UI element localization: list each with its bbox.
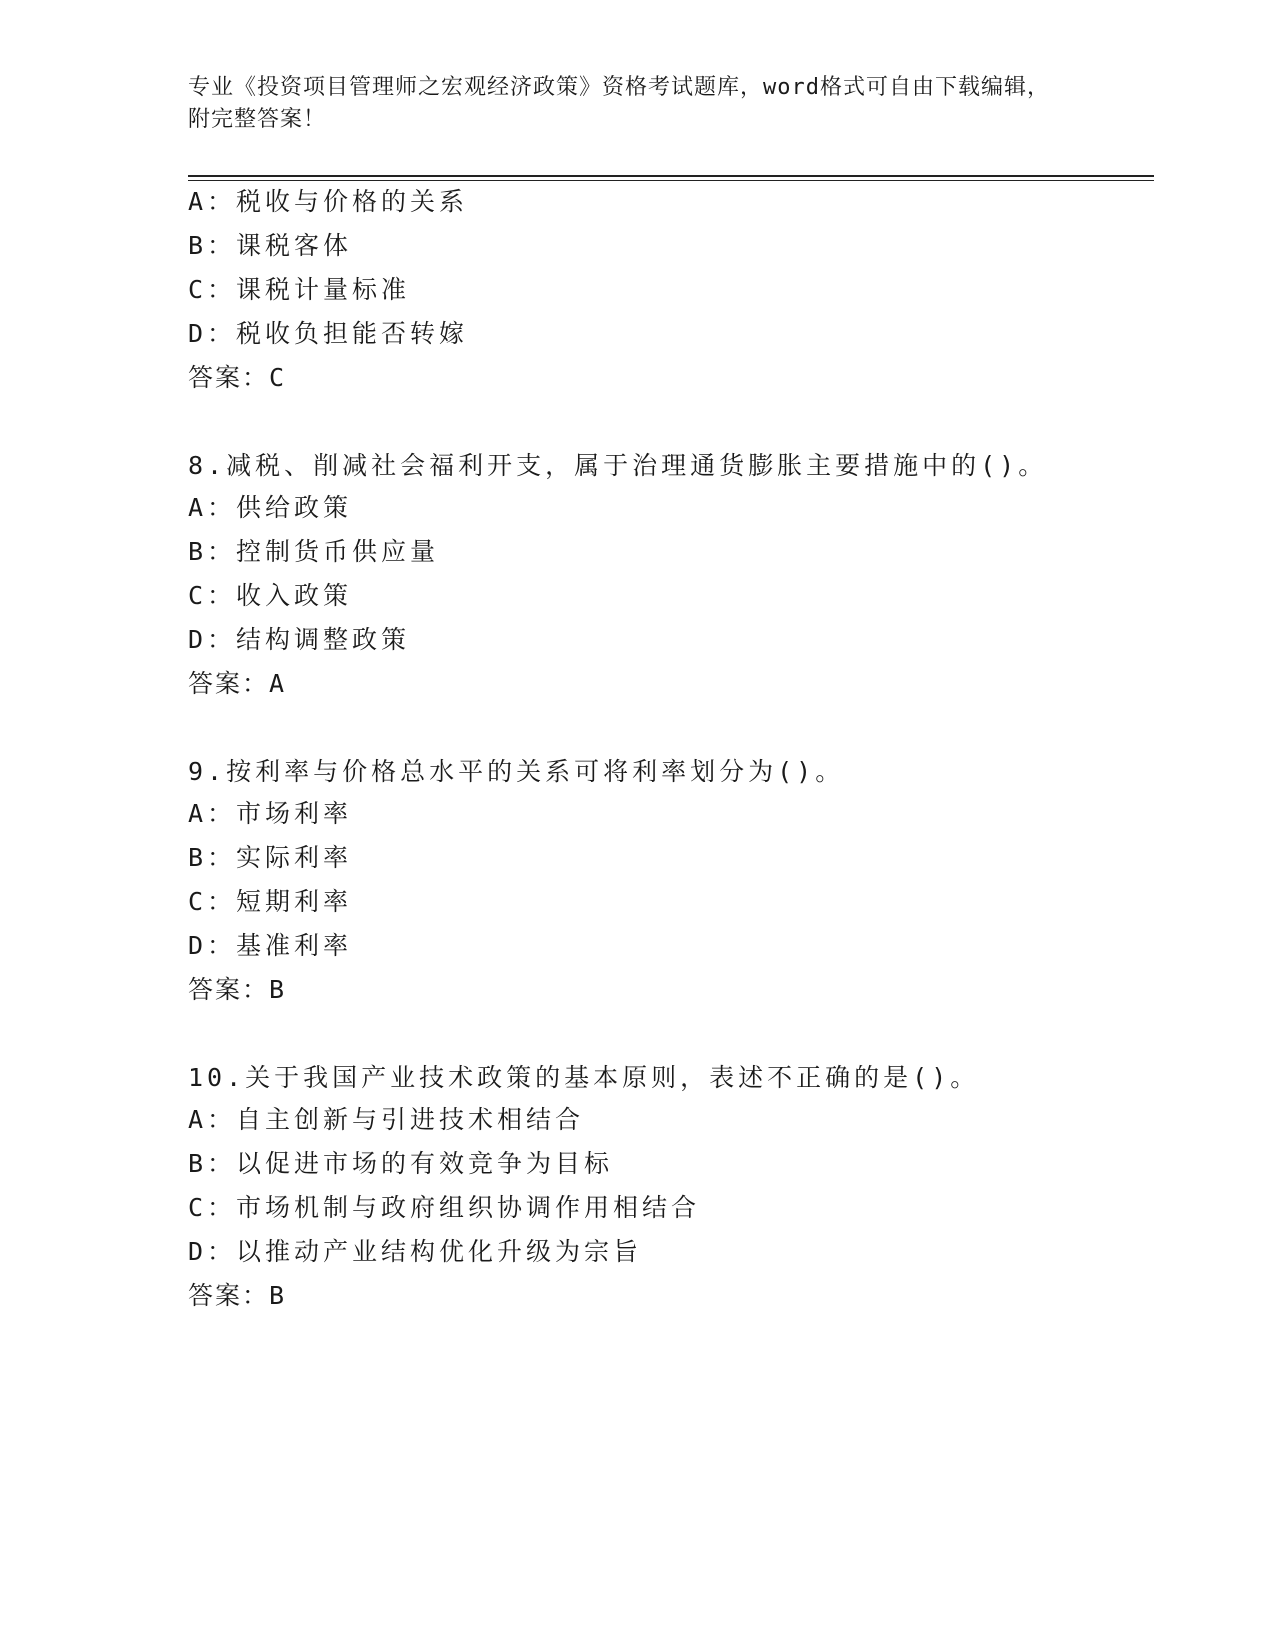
- header-divider-thick: [188, 175, 1154, 177]
- q9-question: 9.按利率与价格总水平的关系可将利率划分为()。: [188, 757, 845, 786]
- q7-option-b: B：课税客体: [188, 231, 353, 260]
- q10-question: 10.关于我国产业技术政策的基本原则，表述不正确的是()。: [188, 1063, 980, 1092]
- q10-answer: 答案：B: [188, 1281, 287, 1310]
- q8-option-b: B：控制货币供应量: [188, 537, 440, 566]
- q9-option-a: A：市场利率: [188, 799, 353, 828]
- q10-option-a: A：自主创新与引进技术相结合: [188, 1105, 585, 1134]
- q8-option-c: C：收入政策: [188, 581, 353, 610]
- q8-question: 8.减税、削减社会福利开支，属于治理通货膨胀主要措施中的()。: [188, 451, 1048, 480]
- q9-option-c: C：短期利率: [188, 887, 353, 916]
- q10-option-b: B：以促进市场的有效竞争为目标: [188, 1149, 614, 1178]
- q7-option-d: D：税收负担能否转嫁: [188, 319, 469, 348]
- document-header: 专业《投资项目管理师之宏观经济政策》资格考试题库，word格式可自由下载编辑，附完整答案！: [188, 75, 1050, 132]
- q7-option-a: A：税收与价格的关系: [188, 187, 469, 216]
- q7-answer: 答案：C: [188, 363, 287, 392]
- q8-answer: 答案：A: [188, 669, 287, 698]
- q9-answer: 答案：B: [188, 975, 287, 1004]
- q7-option-c: C：课税计量标准: [188, 275, 411, 304]
- header-divider-thin: [188, 180, 1154, 181]
- q10-option-c: C：市场机制与政府组织协调作用相结合: [188, 1193, 701, 1222]
- q9-option-d: D：基准利率: [188, 931, 353, 960]
- q10-option-d: D：以推动产业结构优化升级为宗旨: [188, 1237, 643, 1266]
- q9-option-b: B：实际利率: [188, 843, 353, 872]
- q8-option-a: A：供给政策: [188, 493, 353, 522]
- q8-option-d: D：结构调整政策: [188, 625, 411, 654]
